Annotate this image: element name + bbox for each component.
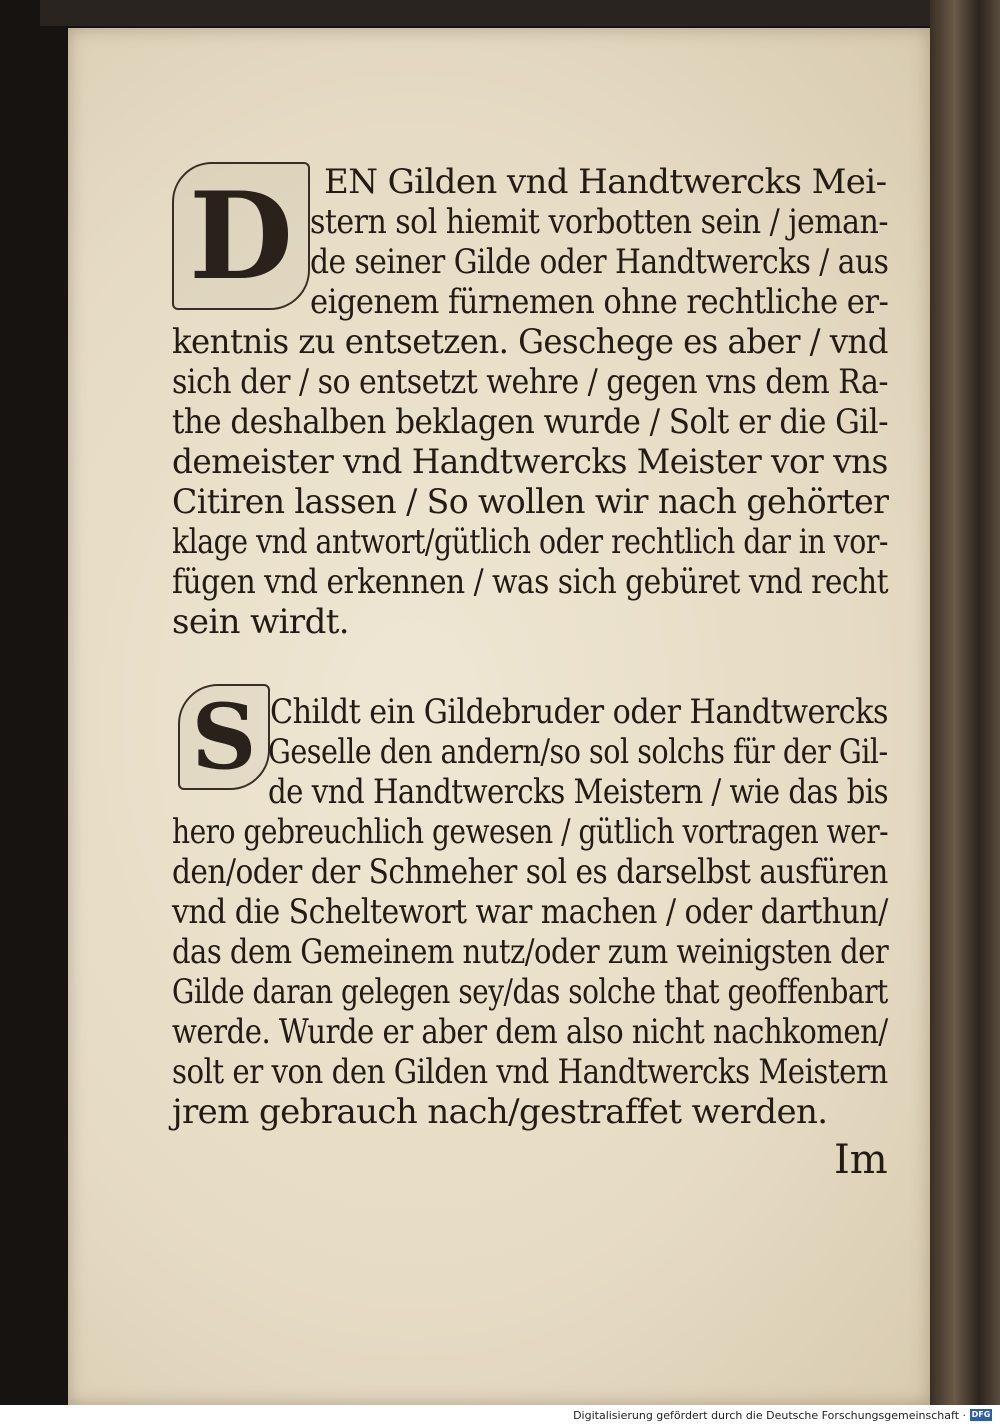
paragraph-2-line: das dem Gemeinem nutz/oder zum weinigsten der: [172, 932, 889, 972]
footer-credit: Digitalisierung gefördert durch die Deutsche Forschungsgemeinschaft ·: [573, 1409, 966, 1422]
paragraph-1-line: sein wirdt.: [172, 602, 350, 642]
paragraph-2-line: werde. Wurde er aber dem also nicht nachkomen/: [172, 1012, 888, 1052]
paragraph-1-line: eigenem fürnemen ohne rechtliche er-: [310, 282, 889, 322]
paragraph-2-line: Geselle den andern/so sol solchs für der Gil-: [268, 732, 888, 772]
paragraph-2-line: Gilde daran gelegen sey/das solche that geoffenbart: [172, 972, 888, 1012]
paragraph-2-line: de vnd Handtwercks Meistern / wie das bis: [268, 772, 889, 812]
paragraph-1-line: the deshalben beklagen wurde / Solt er die Gil-: [172, 402, 889, 442]
paragraph-1-line: stern sol hiemit vorbotten sein / jeman-: [310, 202, 888, 242]
paragraph-2-line: jrem gebrauch nach/gestraffet werden.: [172, 1092, 828, 1132]
paragraph-1-line: demeister vnd Handtwercks Meister vor vns: [172, 442, 888, 482]
paragraph-2-line: hero gebreuchlich gewesen / gütlich vortragen wer-: [172, 812, 889, 852]
paragraph-2-line: vnd die Scheltewort war machen / oder darthun/: [172, 892, 888, 932]
paragraph-1-line: kentnis zu entsetzen. Geschege es aber / vnd: [172, 322, 888, 362]
paragraph-1-line: Citiren lassen / So wollen wir nach gehörter: [172, 482, 889, 522]
paragraph-1-line: EN Gilden vnd Handtwercks Mei-: [324, 162, 887, 202]
dfg-logo-icon: DFG: [971, 1410, 991, 1419]
book-cover-top: [40, 0, 930, 26]
decorated-initial-s: S: [178, 684, 270, 790]
paragraph-1-line: klage vnd antwort/gütlich oder rechtlich dar in vor-: [172, 522, 888, 562]
paragraph-1-line: sich der / so entsetzt wehre / gegen vns dem Ra-: [172, 362, 889, 402]
paragraph-2-line: den/oder der Schmeher sol es darselbst ausfüren: [172, 852, 888, 892]
catchword: Im: [834, 1137, 888, 1183]
decorated-initial-d: D: [172, 162, 310, 310]
paragraph-2-line: Childt ein Gildebruder oder Handtwercks: [270, 692, 888, 732]
book-spine-edge: [930, 0, 1000, 1405]
paragraph-1-line: fügen vnd erkennen / was sich gebüret vnd recht: [172, 562, 889, 602]
paragraph-1-line: de seiner Gilde oder Handtwercks / aus: [310, 242, 889, 282]
paragraph-2-line: solt er von den Gilden vnd Handtwercks Meistern: [172, 1052, 888, 1092]
